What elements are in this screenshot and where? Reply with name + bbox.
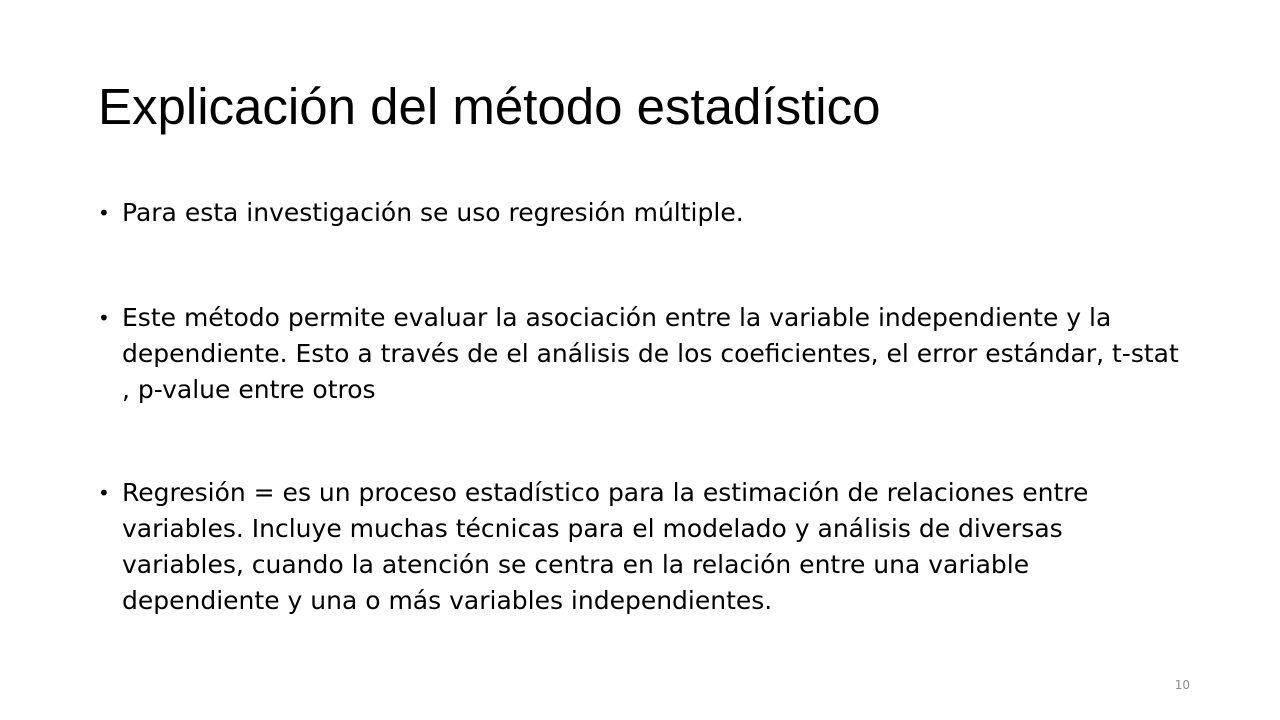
slide-title: Explicación del método estadístico <box>98 78 881 135</box>
bullet-marker: • <box>98 306 110 330</box>
bullet-item <box>98 475 1188 619</box>
bullet-text: Regresión = es un proceso estadístico para la estimación de relaciones entre variables. Incluye muchas técnicas para el modelado y análisis de diversas variables, cuando la atención se centra en la relación entre una variable dependiente y una o más variables independientes. <box>122 478 1089 615</box>
bullet-marker: • <box>98 201 110 225</box>
bullet-item <box>98 300 1188 408</box>
bullet-text: Para esta investigación se uso regresión múltiple. <box>122 198 744 227</box>
page-number: 10 <box>1174 678 1190 692</box>
bullet-item <box>98 195 1188 231</box>
bullet-text: Este método permite evaluar la asociación entre la variable independiente y la dependiente. Esto a través de el análisis de los coeficientes, el error estándar, t-stat , p-value entre otros <box>122 303 1179 404</box>
bullet-marker: • <box>98 481 110 505</box>
